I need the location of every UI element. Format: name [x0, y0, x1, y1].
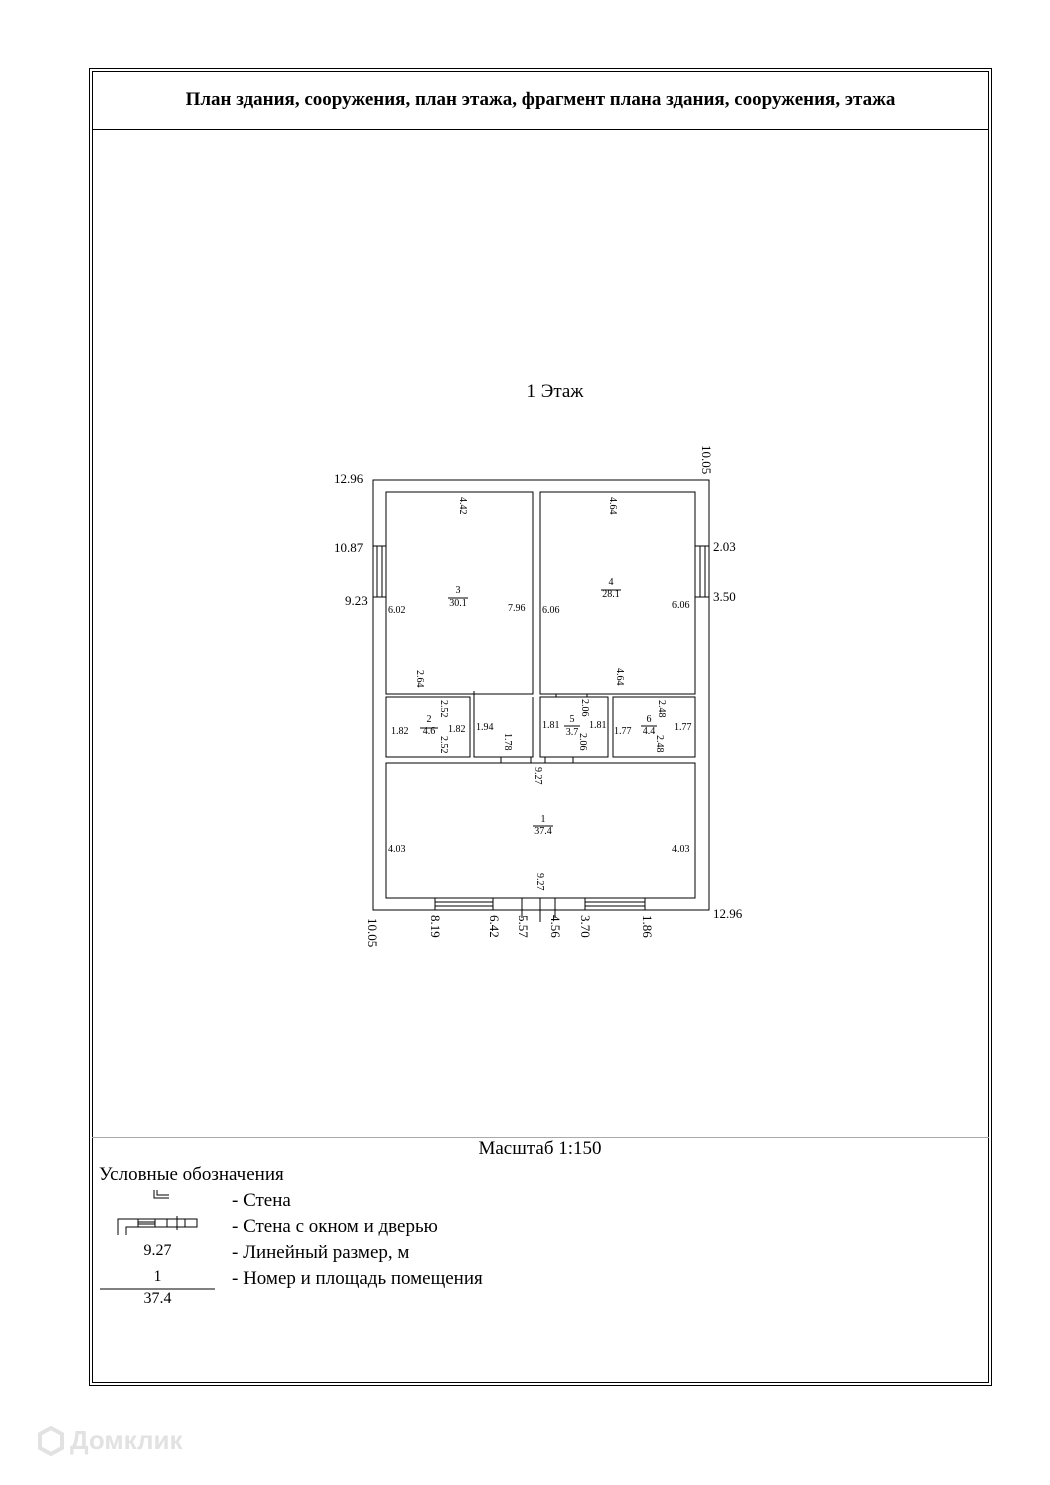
dim-r4-left: 6.06	[542, 605, 560, 616]
legend-room-number-example: 1	[153, 1268, 162, 1285]
dim-r4-right: 6.06	[672, 600, 690, 611]
dim-r1-top: 9.27	[532, 767, 543, 785]
room-3-area: 30.1	[449, 598, 467, 609]
dim-right-window-top: 2.03	[713, 539, 736, 554]
dim-bottom-8-19: 8.19	[428, 915, 443, 938]
dim-r3-left: 6.02	[388, 605, 406, 616]
dim-r5-top: 2.06	[579, 699, 590, 717]
dim-left-window-top: 10.87	[334, 540, 364, 555]
dim-bottom-right: 12.96	[713, 906, 743, 921]
dim-bottom-left: 10.05	[365, 918, 380, 948]
dim-r6-left: 1.77	[614, 726, 632, 737]
legend-item-room: - Номер и площадь помещения	[232, 1268, 483, 1289]
room-2-area: 4.6	[422, 726, 436, 737]
legend-item-window-door: - Стена с окном и дверью	[232, 1216, 438, 1237]
legend-room-area-example: 37.4	[143, 1290, 172, 1307]
dim-r1-left: 4.03	[388, 844, 406, 855]
room-6-area: 4.4	[642, 726, 656, 737]
scale-label: Масштаб 1:150	[478, 1138, 602, 1159]
room-5-area: 3.7	[565, 727, 579, 738]
dim-bottom-4-56: 4.56	[548, 915, 563, 938]
legend-dimension-example: 9.27	[143, 1242, 172, 1259]
legend-title: Условные обозначения	[99, 1164, 284, 1185]
dim-r2-bottom: 2.52	[438, 736, 449, 754]
watermark-text: Домклик	[70, 1425, 183, 1455]
dim-r2-top: 2.52	[438, 700, 449, 718]
legend-item-wall: - Стена	[232, 1190, 291, 1211]
dim-r1-right: 4.03	[672, 844, 690, 855]
room-3-number: 3	[455, 585, 461, 596]
dim-corridor-height: 1.78	[502, 733, 513, 751]
dim-bottom-5-57: 5.57	[516, 915, 531, 938]
dim-r3-right: 7.96	[508, 603, 526, 614]
dim-r2-right: 1.82	[448, 724, 466, 735]
dim-r6-top: 2.48	[656, 700, 667, 718]
floor-label: 1 Этаж	[526, 381, 584, 402]
dim-outer-top-left: 12.96	[334, 471, 364, 486]
dim-r3-bottom: 2.64	[414, 670, 425, 688]
room-6-number: 6	[646, 714, 652, 725]
room-1-area: 37.4	[534, 826, 552, 837]
room-4-number: 4	[608, 577, 614, 588]
dim-r2-left: 1.82	[391, 726, 409, 737]
bottom-window-left	[435, 898, 493, 910]
dim-corridor-left: 1.94	[476, 722, 494, 733]
dim-r1-bottom: 9.27	[534, 873, 545, 891]
dim-r5-left: 1.81	[542, 720, 560, 731]
dim-left-window-bottom: 9.23	[345, 593, 368, 608]
dim-r5-bottom: 2.06	[577, 733, 588, 751]
room-2-number: 2	[426, 714, 432, 725]
room-5-number: 5	[569, 714, 575, 725]
room-4-area: 28.1	[602, 589, 620, 600]
bottom-window-right	[585, 898, 645, 910]
dim-bottom-1-86: 1.86	[640, 915, 655, 938]
page-title: План здания, сооружения, план этажа, фрагмент плана здания, сооружения, этажа	[185, 89, 896, 110]
dim-r3-top: 4.42	[457, 497, 468, 515]
dim-r6-bottom: 2.48	[654, 735, 665, 753]
room-1-number: 1	[540, 814, 546, 825]
right-window	[695, 546, 709, 597]
dim-r4-top: 4.64	[607, 497, 618, 515]
dim-bottom-3-70: 3.70	[578, 915, 593, 938]
dim-r5-right: 1.81	[589, 720, 607, 731]
legend-item-dimension: - Линейный размер, м	[232, 1242, 410, 1263]
outer-wall	[373, 480, 709, 910]
watermark	[38, 1425, 182, 1456]
domclick-logo-icon	[38, 1426, 64, 1456]
dim-bottom-6-42: 6.42	[487, 915, 502, 938]
left-window	[373, 546, 386, 597]
dim-right-window-bottom: 3.50	[713, 589, 736, 604]
dim-outer-top-right: 10.05	[699, 445, 714, 475]
dim-r4-bottom: 4.64	[614, 668, 625, 686]
dim-r6-right: 1.77	[674, 722, 692, 733]
